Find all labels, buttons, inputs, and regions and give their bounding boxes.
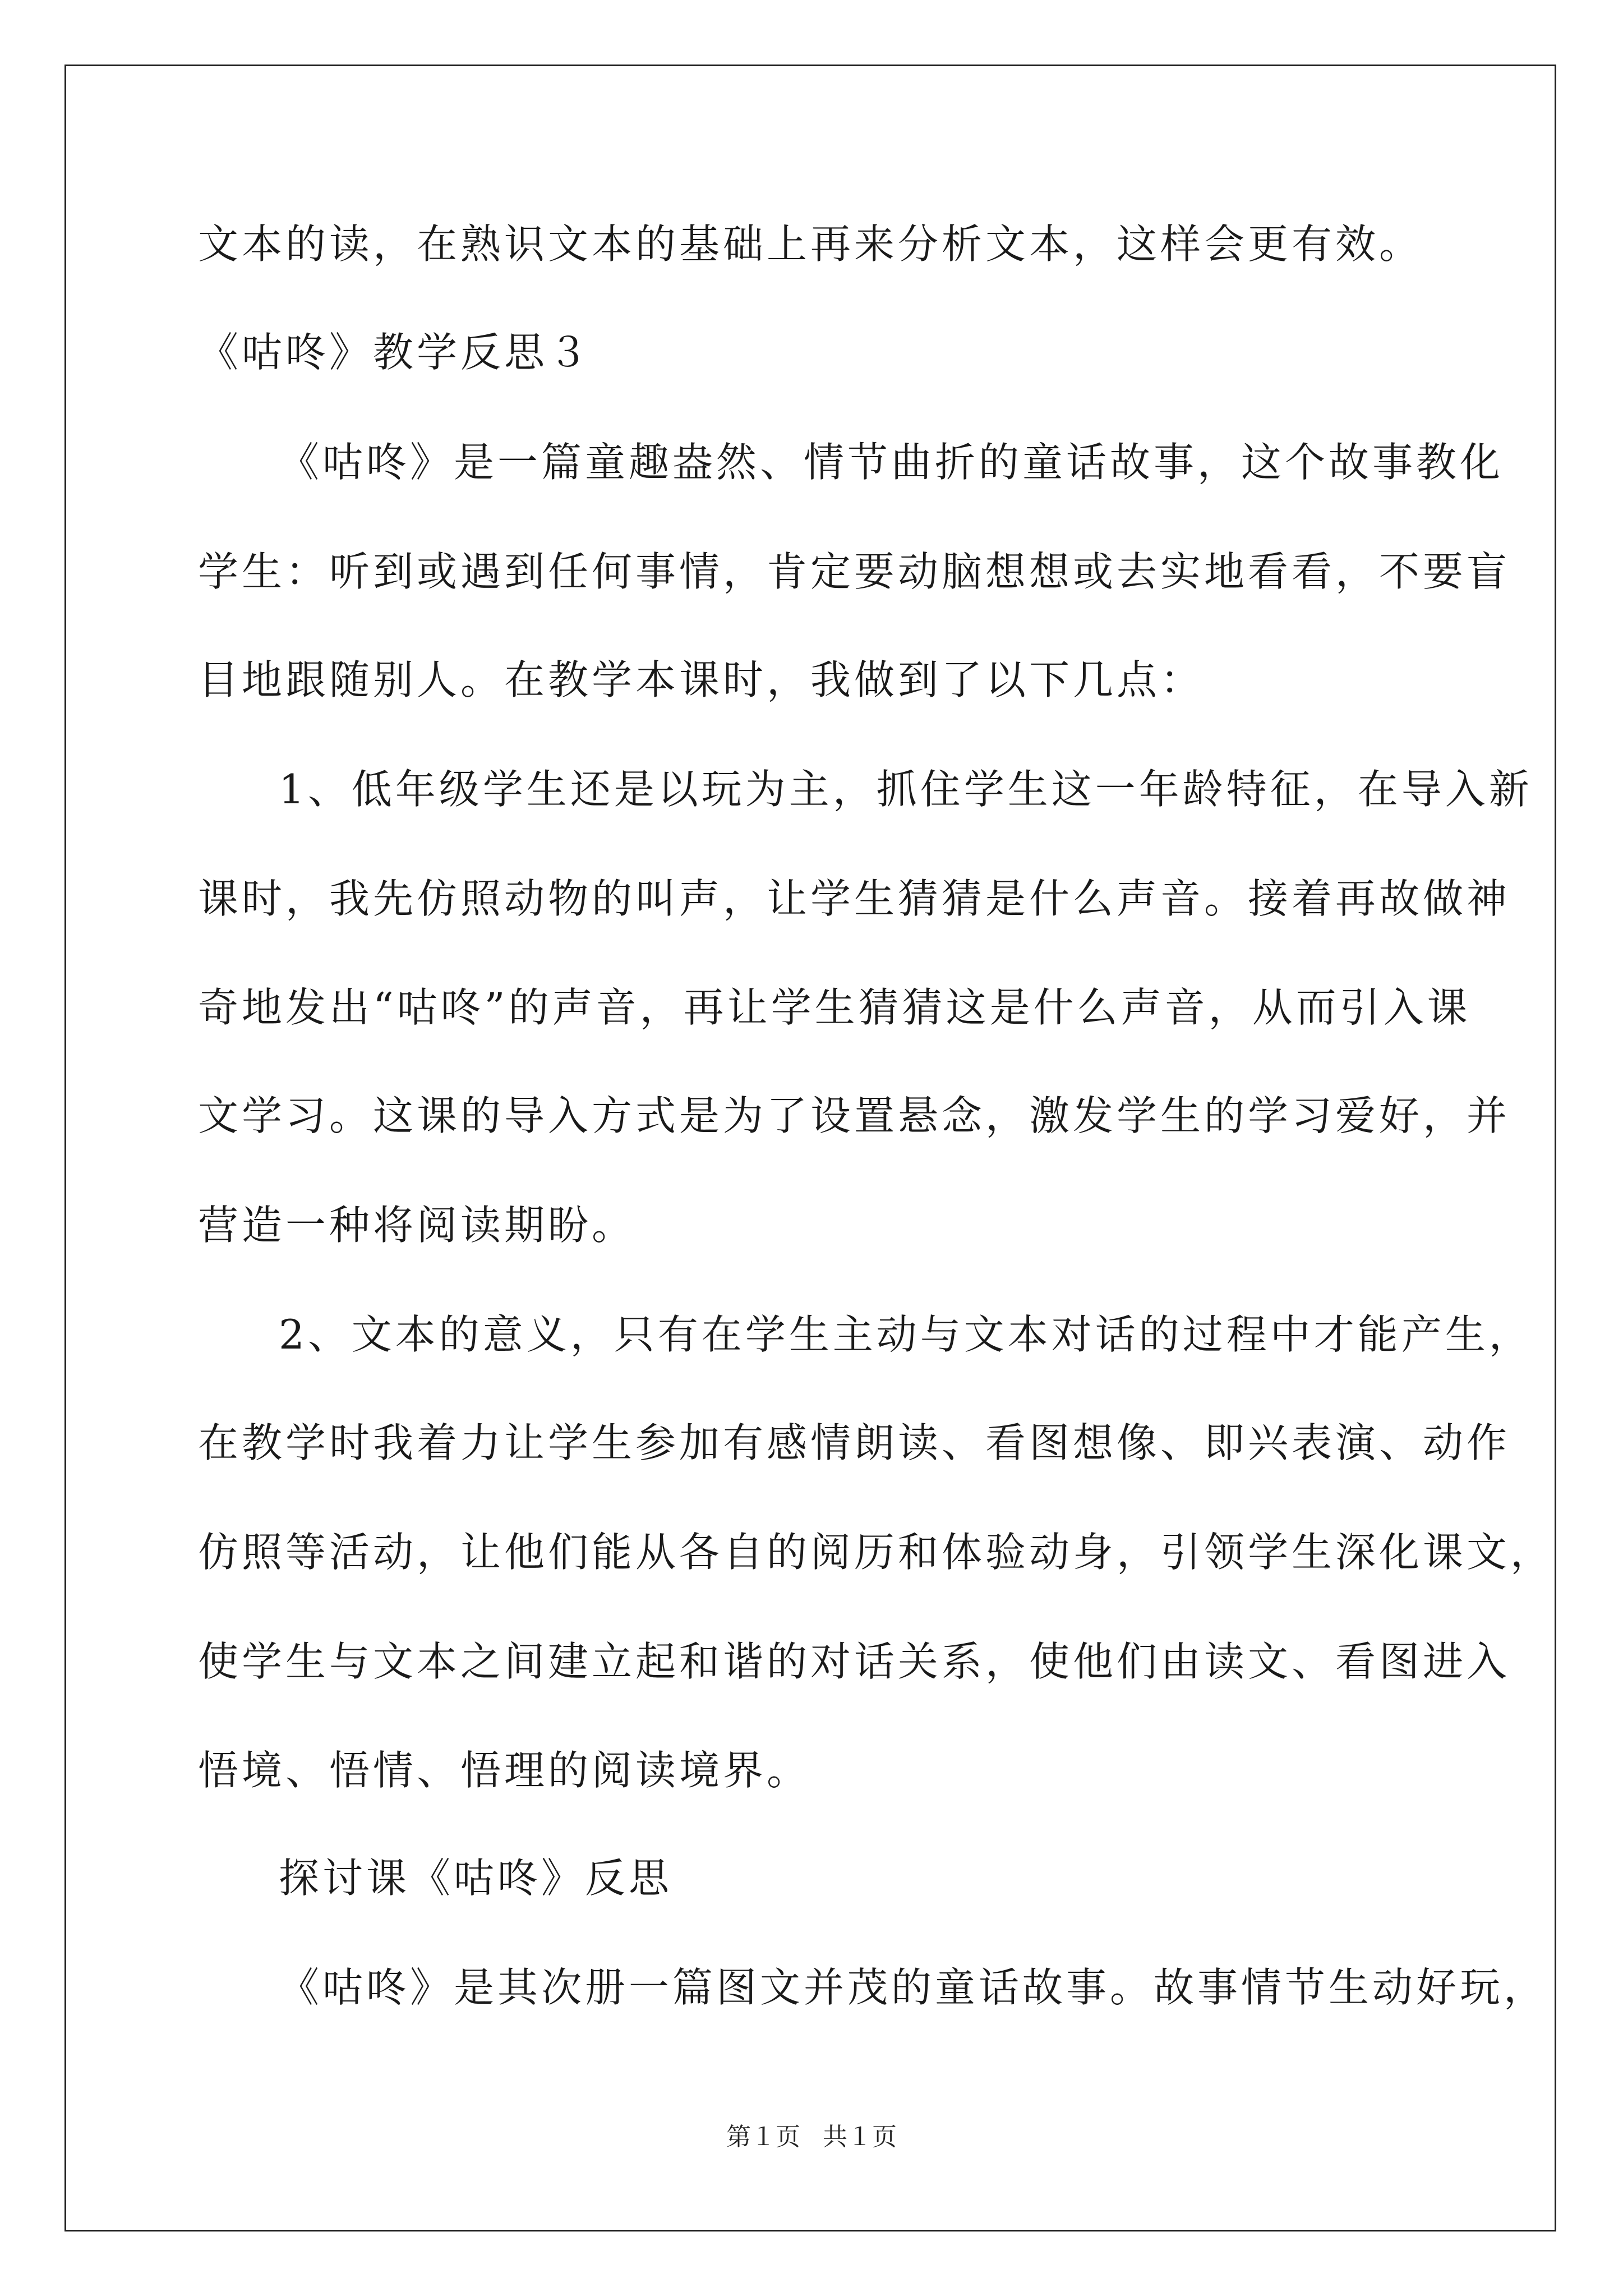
section-heading-research: 探讨课《咕咚》反思: [279, 1855, 673, 1902]
page-number-current: 第１页: [726, 2123, 800, 2151]
paragraph-intro-line-1: 《咕咚》是一篇童趣盎然、情节曲折的童话故事，这个故事教化: [279, 439, 1504, 486]
point-1-line-2: 课时，我先仿照动物的叫声，让学生猜猜是什么声音。接着再故做神: [198, 875, 1511, 922]
point-1-line-5: 营造一种将阅读期盼。: [198, 1202, 636, 1249]
point-1-line-1: 1、低年级学生还是以玩为主，抓住学生这一年龄特征，在导入新: [279, 766, 1533, 813]
point-2-line-5: 悟境、悟情、悟理的阅读境界。: [198, 1747, 811, 1794]
point-2-line-2: 在教学时我着力让学生参加有感情朗读、看图想像、即兴表演、动作: [198, 1419, 1511, 1466]
page-number-total: 共１页: [823, 2123, 897, 2151]
point-1-line-4: 文学习。这课的导入方式是为了设置悬念，激发学生的学习爱好，并: [198, 1092, 1511, 1139]
page-frame: [64, 65, 1556, 2231]
paragraph-intro-line-3: 目地跟随别人。在教学本课时，我做到了以下几点：: [198, 656, 1205, 703]
point-2-line-3: 仿照等活动，让他们能从各自的阅历和体验动身，引领学生深化课文，: [198, 1529, 1555, 1576]
body-line-1: 文本的读，在熟识文本的基础上再来分析文本，这样会更有效。: [198, 220, 1423, 268]
paragraph-intro-line-2: 学生：听到或遇到任何事情，肯定要动脑想想或去实地看看，不要盲: [198, 548, 1511, 595]
section-heading-3: 《咕咚》教学反思３: [198, 329, 592, 376]
point-2-line-4: 使学生与文本之间建立起和谐的对话关系，使他们由读文、看图进入: [198, 1638, 1511, 1685]
point-2-line-1: 2、文本的意义，只有在学生主动与文本对话的过程中才能产生，: [279, 1311, 1533, 1358]
point-1-line-3: 奇地发出“咕咚”的声音，再让学生猜猜这是什么声音，从而引入课: [198, 984, 1471, 1031]
page-footer: [0, 2120, 1623, 2154]
paragraph-research-line-1: 《咕咚》是其次册一篇图文并茂的童话故事。故事情节生动好玩，: [279, 1964, 1548, 2011]
